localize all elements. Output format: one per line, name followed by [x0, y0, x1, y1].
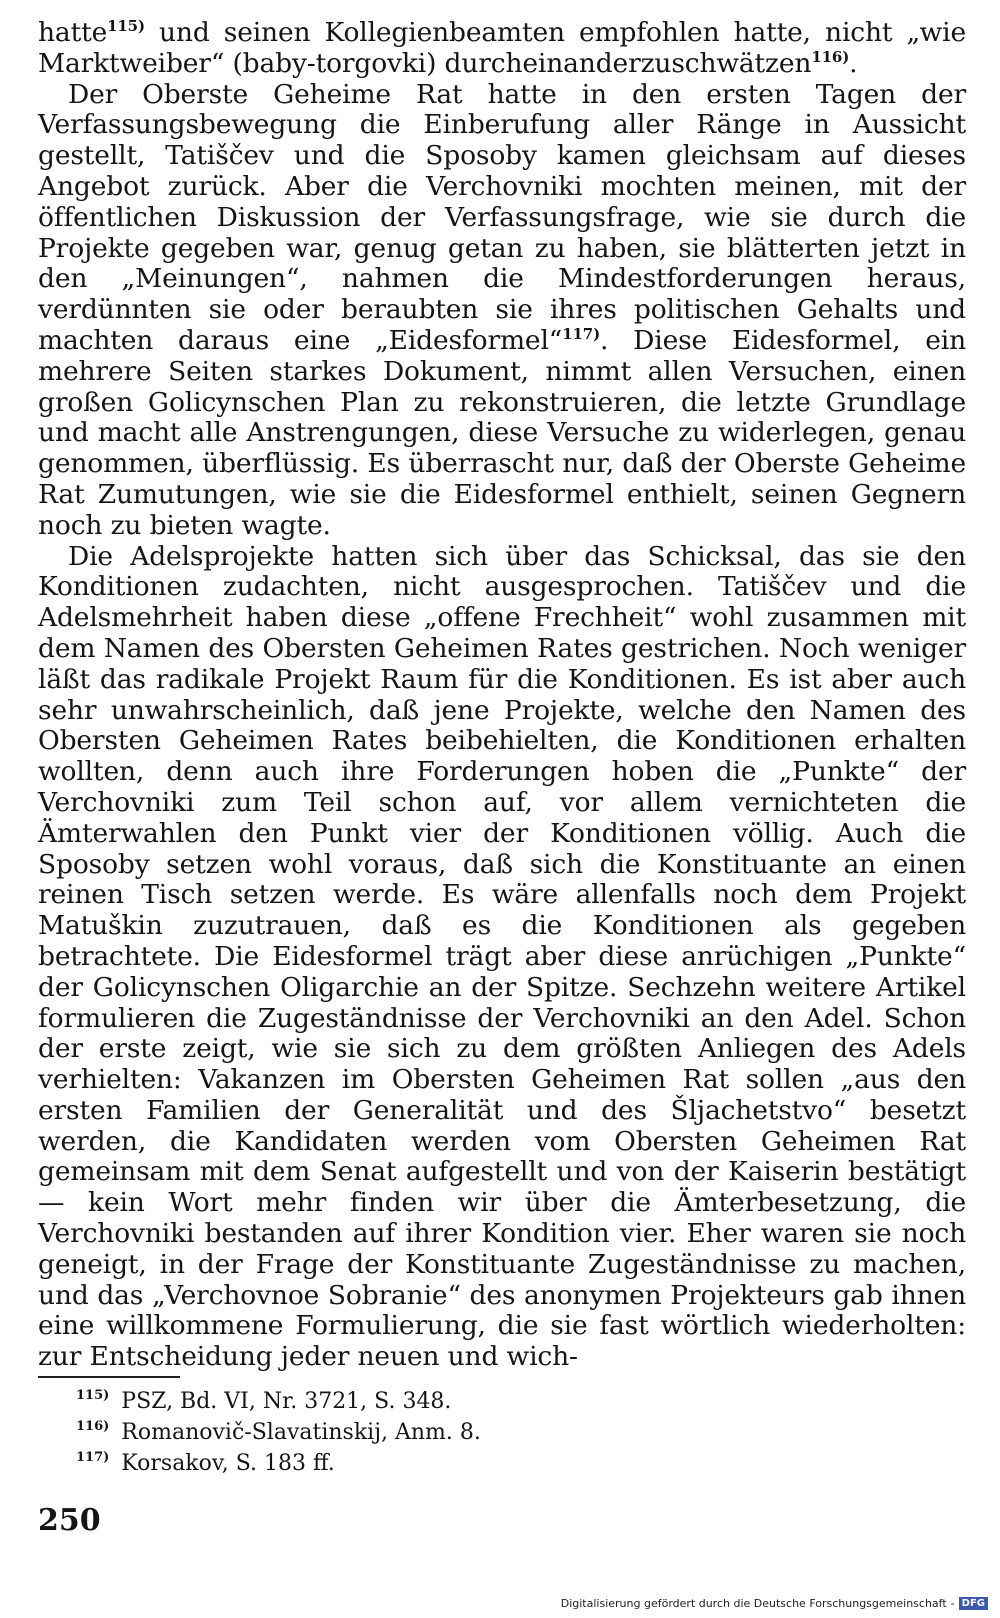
credit-text: Digitalisierung gefördert durch die Deutsche Forschungsgemeinschaft — [560, 1597, 947, 1610]
footnote — [76, 1417, 776, 1448]
text-run: . — [849, 47, 858, 79]
footnote-reference: 115) — [107, 17, 145, 35]
text-run: hatte — [38, 17, 108, 48]
paragraph — [38, 80, 966, 542]
digitization-credit: Digitalisierung gefördert durch die Deutsche Forschungsgemeinschaft - DFG — [561, 1597, 988, 1610]
text-run: Die Adelsprojekte hatten sich über das Schicksal, das sie den Konditionen zudachten, nicht ausgesprochen. Tatiščev und die Adelsmehrheit haben diese „offene Frechheit“ wohl zusammen mit dem Namen des Obersten Geheimen Rates gestrichen. Noch weniger läßt das radikale Projekt Raum für die Konditionen. Es ist aber auch sehr unwahrscheinlich, daß jene Projekte, welche den Namen des Obersten Geheimen Rates beibehielten, die Konditionen erhalten wollten, denn auch ihre Forderungen hoben die „Punkte“ der Verchovniki zum Teil schon auf, vor allem vernichteten die Ämterwahlen den Punkt vier der Konditionen völlig. Auch die Sposoby setzen wohl voraus, daß sich die Konstituante an einen reinen Tisch setzen werde. Es wäre allenfalls noch dem Projekt Matuškin zuzutrauen, daß es die Konditionen als gegeben betrachtete. Die Eidesformel trägt aber diese anrüchigen „Punkte“ der Golicynschen Oligarchie an der Spitze. Sechzehn weitere Artikel formulieren die Zugeständnisse der Verchovniki an den Adel. Schon der erste zeigt, wie sie sich zu dem größten Anliegen des Adels verhielten: Vakanzen im Obersten Geheimen Rat sollen „aus den ersten Familien der Generalität und des Šljachetstvo“ besetzt werden, die Kandidaten werden vom Obersten Geheimen Rat gemeinsam mit dem Senat aufgestellt und von der Kaiserin bestätigt — kein Wort mehr finden wir über die Ämterbesetzung, die Verchovniki bestanden auf ihrer Kondition vier. Eher waren sie noch geneigt, in der Frage der Konstituante Zugeständnisse zu machen, und das „Verchovnoe Sobranie“ des anonymen Projekteurs gab ihnen eine willkommene Formulierung, die sie fast wörtlich wiederholten: zur Entscheidung jeder neuen und wich- — [38, 540, 966, 1373]
footnote-text: Romanovič-Slavatinskij, Anm. 8. — [121, 1420, 481, 1445]
footnotes — [76, 1386, 776, 1479]
footnote-reference: 117) — [562, 324, 601, 343]
footnote-separator — [38, 1376, 180, 1378]
paragraph — [38, 542, 966, 1374]
footnote — [76, 1386, 776, 1417]
footnote-number: 117) — [76, 1450, 110, 1465]
text-run: Der Oberste Geheime Rat hatte in den ersten Tagen der Verfassungsbewegung die Einberufung aller Ränge in Aussicht gestellt, Tatiščev und die Sposoby kamen gleichsam auf dieses Angebot zurück. Aber die Verchovniki mochten meinen, mit der öffentlichen Diskussion der Verfassungsfrage, wie sie durch die Projekte gegeben war, genug getan zu haben, sie blätterten jetzt in den „Meinungen“, nahmen die Mindestforderungen heraus, verdünnten sie oder beraubten sie ihres politischen Gehalts und machten daraus eine „Eidesformel“ — [38, 78, 966, 356]
footnote-text: PSZ, Bd. VI, Nr. 3721, S. 348. — [121, 1389, 452, 1414]
body-text — [38, 18, 966, 1373]
footnote — [76, 1448, 776, 1479]
text-run: . Diese Eidesformel, ein mehrere Seiten starkes Dokument, nimmt allen Versuchen, einen großen Golicynschen Plan zu rekonstruieren, die letzte Grundlage und macht alle Anstrengungen, diese Versuche zu widerlegen, genau genommen, überflüssig. Es überrascht nur, daß der Oberste Geheime Rat Zumutungen, wie sie die Eidesformel enthielt, seinen Gegnern noch zu bieten wagte. — [38, 324, 967, 541]
footnote-text: Korsakov, S. 183 ff. — [121, 1451, 335, 1476]
paragraph — [38, 18, 966, 80]
dfg-logo-icon: DFG — [959, 1597, 988, 1610]
footnote-reference: 116) — [811, 47, 850, 66]
footnote-number: 115) — [76, 1388, 110, 1403]
footnote-number: 116) — [76, 1419, 110, 1434]
text-run: und seinen Kollegienbeamten empfohlen hatte, nicht „wie Marktweiber“ (baby-torgovki) durcheinanderzuschwätzen — [38, 17, 966, 79]
page-number: 250 — [38, 1503, 101, 1538]
